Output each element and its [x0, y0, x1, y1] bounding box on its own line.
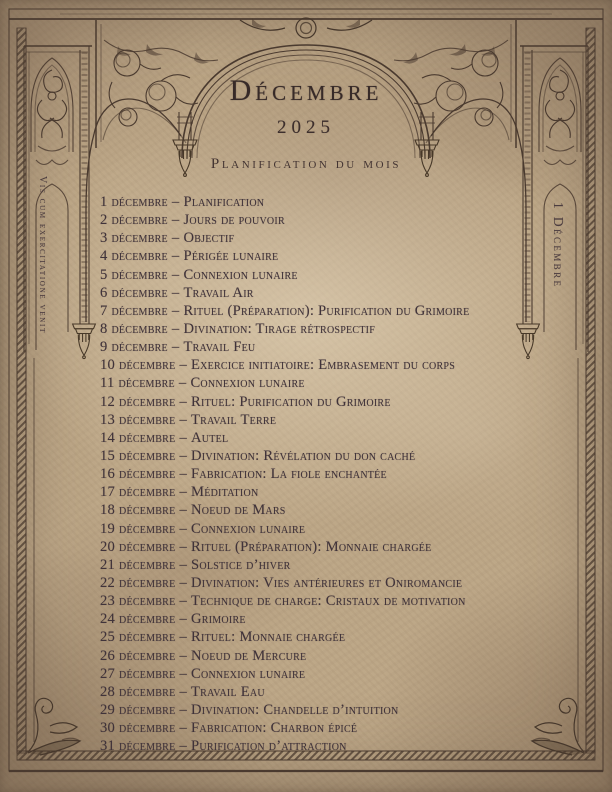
entry-activity: Solstice d’hiver: [191, 556, 291, 573]
entry-separator: –: [179, 720, 187, 737]
schedule-entry: [100, 502, 578, 520]
entry-separator: –: [179, 484, 187, 501]
entry-separator: –: [179, 502, 187, 519]
entry-activity: Purification d’attraction: [191, 738, 347, 755]
entry-activity: Autel: [191, 429, 229, 446]
entry-day: 7 décembre: [100, 302, 168, 319]
entry-activity: Technique de charge: Cristaux de motivation: [191, 593, 466, 610]
entry-separator: –: [179, 556, 187, 573]
schedule-entry: [100, 357, 578, 375]
entry-day: 16 décembre: [100, 466, 176, 483]
entry-day: 23 décembre: [100, 593, 176, 610]
entry-activity: Connexion lunaire: [191, 665, 306, 682]
entry-separator: –: [171, 302, 180, 319]
entry-activity: Divination: Chandelle d’intuition: [191, 701, 399, 718]
entry-activity: Divination: Révélation du don caché: [191, 447, 416, 464]
schedule-entry: [100, 648, 578, 666]
schedule-entry: [100, 466, 578, 484]
entry-separator: –: [179, 593, 187, 610]
entry-separator: –: [171, 248, 180, 265]
schedule-entry: [100, 702, 578, 720]
entry-day: 18 décembre: [100, 502, 176, 519]
entry-day: 31 décembre: [100, 738, 176, 755]
entry-separator: –: [179, 738, 187, 755]
entry-activity: Divination: Tirage rétrospectif: [183, 320, 376, 337]
schedule-entry: [100, 194, 578, 212]
entry-day: 25 décembre: [100, 629, 176, 646]
schedule-entry: [100, 430, 578, 448]
entry-activity: Connexion lunaire: [191, 520, 306, 537]
entry-day: 1 décembre: [100, 194, 168, 210]
schedule-entry: [100, 666, 578, 684]
entry-separator: –: [171, 320, 180, 337]
entry-activity: Rituel: Monnaie chargée: [191, 629, 346, 646]
page-subtitle: Planification du mois: [210, 156, 402, 172]
page-header: [0, 0, 612, 173]
entry-day: 21 décembre: [100, 556, 176, 573]
entry-day: 10 décembre: [100, 357, 176, 374]
entry-separator: –: [179, 701, 187, 718]
entry-separator: –: [179, 574, 187, 591]
schedule-entry: [100, 738, 578, 756]
entry-activity: Grimoire: [191, 611, 246, 628]
entry-separator: –: [179, 611, 187, 628]
schedule-entry: [100, 684, 578, 702]
entry-separator: –: [171, 212, 180, 229]
entry-day: 24 décembre: [100, 611, 176, 628]
entry-activity: Rituel (Préparation): Purification du Grimoire: [183, 302, 470, 319]
entry-separator: –: [179, 447, 187, 464]
entry-separator: –: [171, 284, 180, 301]
right-margin-date: 1 Décembre: [551, 202, 566, 289]
entry-separator: –: [179, 647, 187, 664]
entry-activity: Travail Air: [183, 284, 254, 301]
entry-activity: Objectif: [183, 230, 235, 247]
entry-day: 2 décembre: [100, 212, 168, 229]
entry-activity: Fabrication: Charbon épicé: [191, 720, 358, 737]
page-title: Décembre: [229, 74, 383, 107]
entry-day: 28 décembre: [100, 683, 176, 700]
entry-day: 15 décembre: [100, 447, 176, 464]
schedule-entry: [100, 212, 578, 230]
entry-activity: Travail Eau: [191, 683, 265, 700]
entry-day: 27 décembre: [100, 665, 176, 682]
schedule-entry: [100, 339, 578, 357]
entry-separator: –: [178, 375, 187, 392]
entry-day: 19 décembre: [100, 520, 176, 537]
entry-activity: Divination: Vies antérieures et Oniromancie: [191, 574, 463, 591]
schedule-entry: [100, 448, 578, 466]
schedule-entry: [100, 593, 578, 611]
schedule-entry: [100, 629, 578, 647]
entry-activity: Jours de pouvoir: [183, 212, 285, 229]
entry-day: 13 décembre: [100, 411, 176, 428]
entry-activity: Travail Terre: [191, 411, 277, 428]
entry-day: 9 décembre: [100, 339, 168, 356]
entry-activity: Exercice initiatoire: Embrasement du corps: [191, 357, 456, 374]
schedule-entry: [100, 267, 578, 285]
entry-separator: –: [179, 429, 187, 446]
entry-separator: –: [179, 665, 187, 682]
entry-day: 14 décembre: [100, 429, 176, 446]
left-margin-motto: Vis cum exercitatione venit: [37, 176, 48, 335]
entry-activity: Connexion lunaire: [183, 266, 298, 283]
corner-flourish-left: [28, 698, 80, 755]
schedule-entry: [100, 412, 578, 430]
schedule-entry: [100, 539, 578, 557]
entry-separator: –: [179, 393, 187, 410]
schedule-entry: [100, 484, 578, 502]
entry-day: 26 décembre: [100, 647, 176, 664]
entry-separator: –: [179, 629, 187, 646]
entry-separator: –: [179, 683, 187, 700]
schedule-entry: [100, 248, 578, 266]
schedule-entry: [100, 611, 578, 629]
entry-separator: –: [171, 194, 180, 210]
schedule-entry: [100, 321, 578, 339]
entry-day: 6 décembre: [100, 284, 168, 301]
schedule-entry: [100, 230, 578, 248]
entry-day: 8 décembre: [100, 320, 168, 337]
entry-activity: Noeud de Mars: [191, 502, 286, 519]
entry-separator: –: [171, 230, 180, 247]
entry-activity: Rituel (Préparation): Monnaie chargée: [191, 538, 432, 555]
schedule-entry: [100, 285, 578, 303]
entry-separator: –: [171, 339, 180, 356]
entry-activity: Rituel: Purification du Grimoire: [191, 393, 391, 410]
entry-activity: Planification: [183, 194, 265, 210]
entry-day: 11 décembre: [100, 375, 175, 392]
entry-activity: Méditation: [191, 484, 259, 501]
schedule-entry: [100, 557, 578, 575]
entry-separator: –: [179, 411, 187, 428]
entry-separator: –: [179, 466, 187, 483]
schedule-entry: [100, 303, 578, 321]
entry-day: 5 décembre: [100, 266, 168, 283]
entry-separator: –: [171, 266, 180, 283]
entry-activity: Périgée lunaire: [183, 248, 279, 265]
entry-separator: –: [179, 520, 187, 537]
entry-day: 30 décembre: [100, 720, 176, 737]
entry-day: 22 décembre: [100, 574, 176, 591]
schedule-entry: [100, 521, 578, 539]
schedule-entry: [100, 394, 578, 412]
entry-activity: Travail Feu: [183, 339, 256, 356]
schedule-list: [100, 194, 578, 756]
entry-day: 17 décembre: [100, 484, 176, 501]
entry-day: 29 décembre: [100, 701, 176, 718]
entry-day: 20 décembre: [100, 538, 176, 555]
entry-separator: –: [179, 538, 187, 555]
entry-day: 4 décembre: [100, 248, 168, 265]
schedule-entry: [100, 575, 578, 593]
entry-day: 3 décembre: [100, 230, 168, 247]
entry-separator: –: [179, 357, 187, 374]
entry-activity: Connexion lunaire: [190, 375, 305, 392]
entry-activity: Fabrication: La fiole enchantée: [191, 466, 387, 483]
schedule-entry: [100, 720, 578, 738]
page-year: 2025: [277, 117, 335, 138]
entry-activity: Noeud de Mercure: [191, 647, 307, 664]
schedule-entry: [100, 375, 578, 393]
entry-day: 12 décembre: [100, 393, 176, 410]
